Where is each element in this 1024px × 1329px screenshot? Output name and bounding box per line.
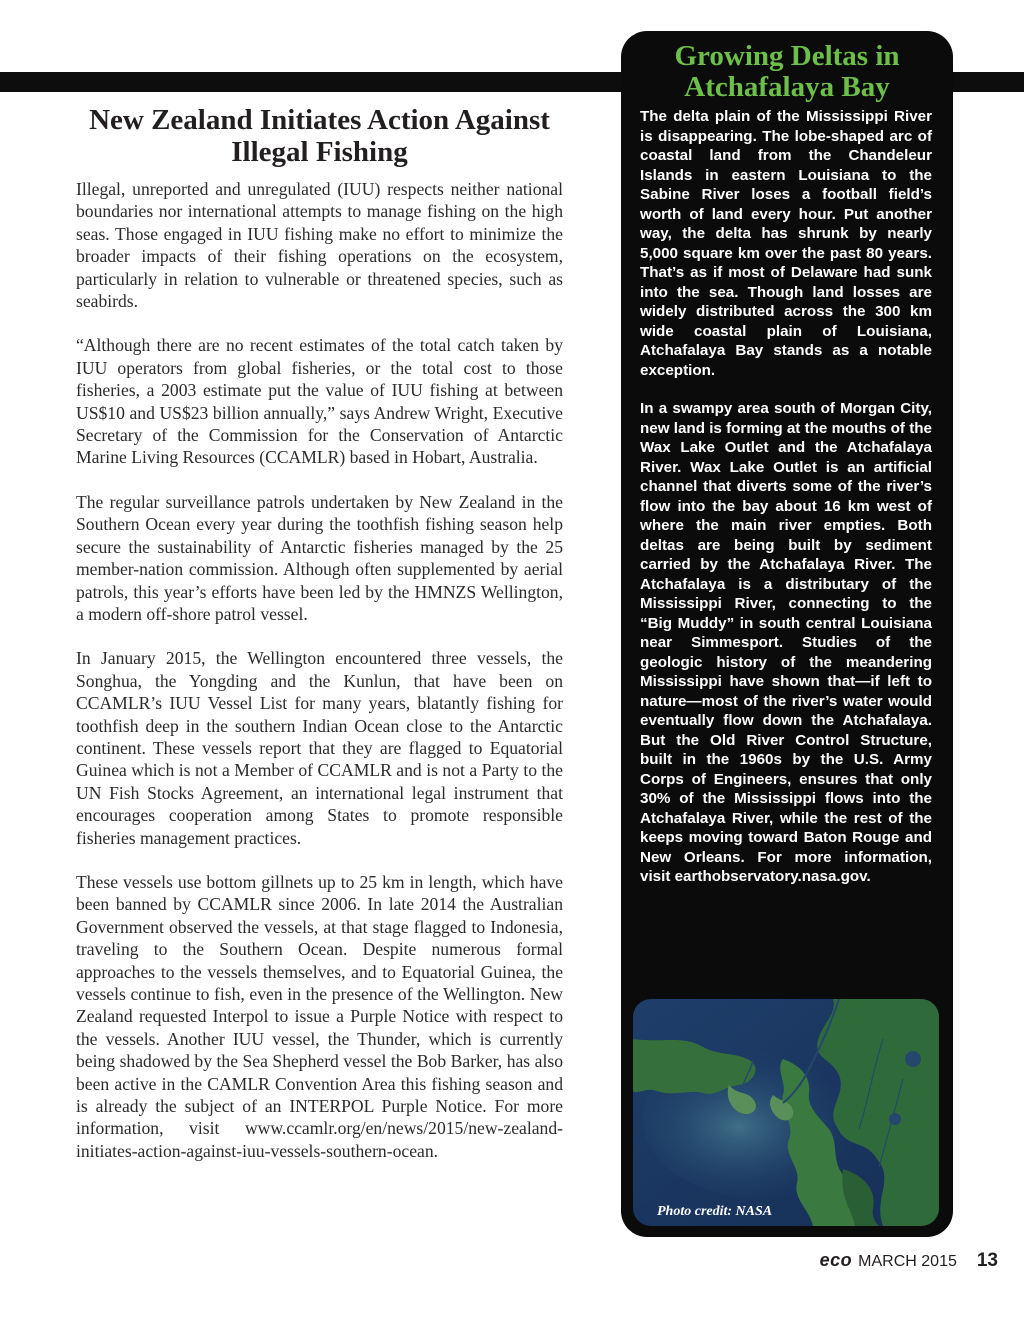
article-title: New Zealand Initiates Action Against Illegal Fishing xyxy=(89,104,550,168)
main-article xyxy=(76,104,563,1184)
article-paragraph: In January 2015, the Wellington encountered three vessels, the Songhua, the Yongding and the Kunlun, that have been on CCAMLR’s IUU Vessel List for many years, blatantly fishing for toothfish deep in the southern Indian Ocean close to the Antarctic continent. These vessels report that they are flagged to Equatorial Guinea which is not a Member of CCAMLR and is not a Party to the UN Fish Stocks Agreement, an international legal instrument that encourages cooperation among States to promote responsible fisheries management practices. xyxy=(76,648,563,848)
sidebar-paragraph: The delta plain of the Mississippi River is disappearing. The lobe-shaped arc of coastal land from the Chandeleur Islands in eastern Louisiana to the Sabine River loses a football field’s worth of land every hour. Put another way, the delta has shrunk by nearly 5,000 square km over the past 80 years. That’s as if most of Delaware had sunk into the sea. Though land losses are widely distributed across the 300 km wide coastal plain of Louisiana, Atchafalaya Bay stands as a notable exception. xyxy=(640,108,932,379)
article-paragraph: Illegal, unreported and unregulated (IUU) respects neither national boundaries nor international attempts to manage fishing on the high seas. Those engaged in IUU fishing make no effort to minimize the broader impacts of their fishing operations on the ecosystem, particularly in relation to vulnerable or threatened species, such as seabirds. xyxy=(76,179,563,312)
page-number: 13 xyxy=(976,1250,998,1271)
article-paragraph: These vessels use bottom gillnets up to 25 km in length, which have been banned by CCAMLR since 2006. In late 2014 the Australian Government observed the vessels, at that stage flagged to Indonesia, traveling to the Southern Ocean. Despite numerous formal approaches to the vessels themselves, and to Equatorial Guinea, the vessels continue to fish, even in the presence of the Wellington. New Zealand requested Interpol to issue a Purple Notice with respect to the vessels. Another IUU vessel, the Thunder, which is currently being shadowed by the Sea Shepherd vessel the Bob Barker, has also been active in the CAMLR Convention Area this fishing season and is already the subject of an INTERPOL Purple Notice. For more information, visit www.ccamlr.org/en/news/2015/new-zealand-initiates-action-against-iuu-vessels-southern-ocean. xyxy=(76,871,563,1161)
page-footer xyxy=(820,1250,998,1272)
article-paragraph: “Although there are no recent estimates of the total catch taken by IUU operators from global fisheries, or the total cost to those fisheries, a 2003 estimate put the value of IUU fishing at between US$10 and US$23 billion annually,” says Andrew Wright, Executive Secretary of the Commission for the Conservation of Antarctic Marine Living Resources (CCAMLR) based in Hobart, Australia. xyxy=(76,335,563,468)
article-paragraph: The regular surveillance patrols undertaken by New Zealand in the Southern Ocean every year during the toothfish fishing season help secure the sustainability of Antarctic fisheries managed by the 25 member-nation commission. Although often supplemented by aerial patrols, this year’s efforts have been led by the HMNZS Wellington, a modern off-shore patrol vessel. xyxy=(76,491,563,624)
magazine-brand: eco xyxy=(819,1250,853,1270)
delta-satellite-photo xyxy=(633,999,939,1226)
issue-date: MARCH 2015 xyxy=(858,1253,957,1270)
sidebar-box xyxy=(621,31,953,1237)
sidebar-title: Growing Deltas in Atchafalaya Bay xyxy=(674,40,900,103)
photo-credit: Photo credit: NASA xyxy=(657,1204,773,1219)
sidebar-paragraph: In a swampy area south of Morgan City, new land is forming at the mouths of the Wax Lake Outlet and the Atchafalaya River. Wax Lake Outlet is an artificial channel that diverts some of the river’s flow into the bay about 16 km west of where the main river empties. Both deltas are being built by sediment carried by the Atchafalaya River. The Atchafalaya is a distributary of the Mississippi River, connecting to the “Big Muddy” in south central Louisiana near Simmesport. Studies of the geologic history of the meandering Mississippi have shown that—if left to nature—most of the river’s water would eventually flow down the Atchafalaya. But the Old River Control Structure, built in the 1960s by the U.S. Army Corps of Engineers, ensures that only 30% of the Mississippi flows into the Atchafalaya River, while the rest of the keeps moving toward Baton Rouge and New Orleans. For more information, visit earthobservatory.nasa.gov. xyxy=(640,400,932,885)
